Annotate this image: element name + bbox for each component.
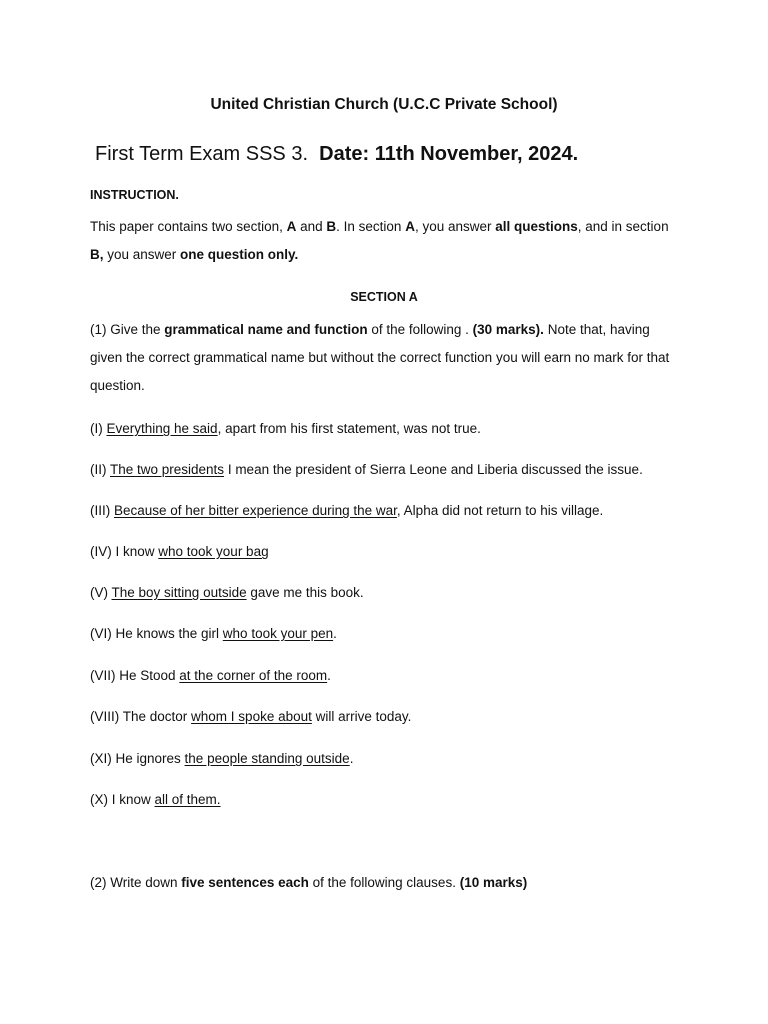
item-underlined: the people standing outside xyxy=(184,751,350,766)
item-underlined: Everything he said xyxy=(106,421,218,436)
item-text: (XI) He ignores xyxy=(90,751,185,766)
question-1 xyxy=(90,316,680,400)
item-text: (V) xyxy=(90,585,112,600)
instruction-text: This paper contains two section, xyxy=(90,219,287,234)
exam-date: Date: 11th November, 2024. xyxy=(319,143,579,165)
item-text: . xyxy=(327,668,331,683)
instruction-text: and xyxy=(296,219,327,234)
item-text: (III) xyxy=(90,503,114,518)
list-item xyxy=(90,620,690,648)
instruction-bold: all questions xyxy=(495,219,578,234)
item-text: (VIII) The doctor xyxy=(90,709,192,724)
instruction-text: , you answer xyxy=(414,219,496,234)
list-item xyxy=(90,456,690,484)
list-item xyxy=(90,786,690,814)
instruction-bold: B xyxy=(326,219,337,234)
instruction-text: . In section xyxy=(336,219,406,234)
item-text: (IV) I know xyxy=(90,544,159,559)
list-item xyxy=(90,745,690,773)
item-text: , Alpha did not return to his village. xyxy=(396,503,604,518)
question-text: Note that, having given the correct grammatical name but without the correct function you will earn no mark for that question. xyxy=(90,322,670,393)
item-underlined: who took your pen xyxy=(222,626,334,641)
school-name: United Christian Church (U.C.C Private School) xyxy=(210,96,558,113)
question-bold: five sentences each xyxy=(181,875,309,890)
item-text: gave me this book. xyxy=(246,585,364,600)
item-underlined: The two presidents xyxy=(110,462,225,477)
instruction-bold: A xyxy=(286,219,297,234)
instruction-bold: one question only. xyxy=(180,247,299,262)
question-marks: (10 marks) xyxy=(459,875,528,890)
item-underlined: whom I spoke about xyxy=(191,709,312,724)
item-underlined: at the corner of the room xyxy=(179,668,328,683)
list-item xyxy=(90,415,690,443)
exam-title-line xyxy=(95,139,695,169)
question-bold: grammatical name and function xyxy=(164,322,368,337)
item-text: . xyxy=(333,626,337,641)
instruction-bold: B, xyxy=(90,247,104,262)
instruction-paragraph xyxy=(90,213,690,269)
item-underlined: all of them. xyxy=(154,792,221,807)
question-text: of the following . xyxy=(367,322,473,337)
item-text: , apart from his first statement, was not true. xyxy=(217,421,481,436)
exam-title: First Term Exam SSS 3. xyxy=(95,143,309,165)
question-text: of the following clauses. xyxy=(308,875,460,890)
list-item xyxy=(90,662,690,690)
item-text: (I) xyxy=(90,421,107,436)
item-underlined: who took your bag xyxy=(158,544,269,559)
question-2 xyxy=(90,869,690,897)
instruction-text: , and in section xyxy=(577,219,669,234)
question-text: (2) Write down xyxy=(90,875,182,890)
item-underlined: Because of her bitter experience during the war xyxy=(114,503,397,518)
list-item xyxy=(90,538,690,566)
instruction-text: you answer xyxy=(103,247,181,262)
item-underlined: The boy sitting outside xyxy=(111,585,247,600)
instruction-heading: INSTRUCTION. xyxy=(90,188,179,202)
item-text: I mean the president of Sierra Leone and Liberia discussed the issue. xyxy=(224,462,643,477)
section-a-heading: SECTION A xyxy=(350,290,418,304)
item-text: (VII) He Stood xyxy=(90,668,180,683)
item-text: will arrive today. xyxy=(311,709,412,724)
item-text: . xyxy=(349,751,354,766)
item-text: (VI) He knows the girl xyxy=(90,626,223,641)
item-text: (II) xyxy=(90,462,110,477)
list-item xyxy=(90,579,690,607)
item-text: (X) I know xyxy=(90,792,155,807)
instruction-bold: A xyxy=(405,219,415,234)
list-item xyxy=(90,497,690,525)
question-text: (1) Give the xyxy=(90,322,165,337)
question-marks: (30 marks). xyxy=(472,322,544,337)
list-item xyxy=(90,703,690,731)
